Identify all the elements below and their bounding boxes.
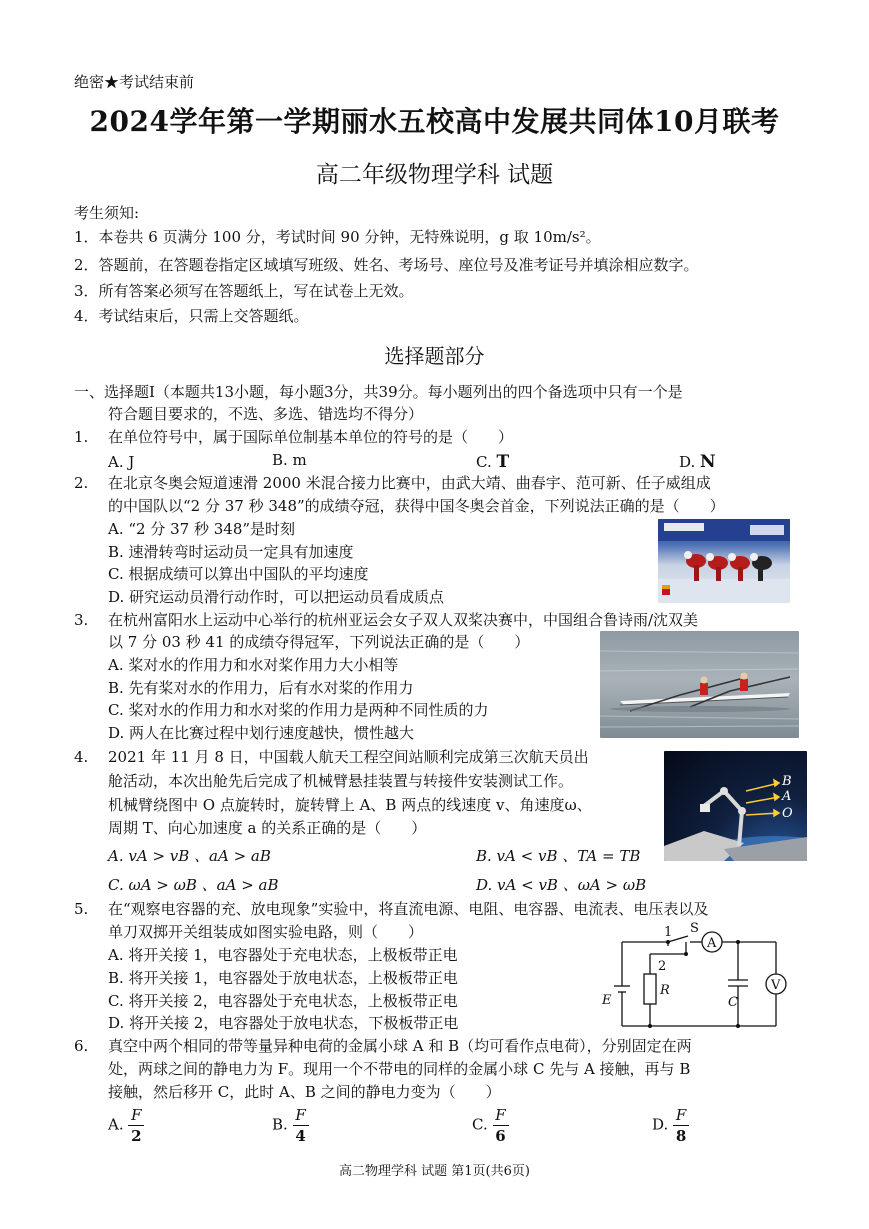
exam-title: 2024学年第一学期丽水五校高中发展共同体10月联考 bbox=[89, 105, 780, 138]
option-a: A. 桨对水的作用力和水对桨作用力大小相等 bbox=[108, 656, 399, 674]
option-d bbox=[679, 452, 716, 472]
voltmeter-label: V bbox=[771, 978, 781, 993]
option-d: D. vA < vB 、ωA > ωB bbox=[476, 876, 647, 894]
speed-skating-photo bbox=[658, 519, 790, 603]
denominator: 6 bbox=[495, 1127, 506, 1145]
option-c bbox=[476, 452, 509, 472]
question-stem: 在杭州富阳水上运动中心举行的杭州亚运会女子双人双桨决赛中，中国组合鲁诗雨/沈双美 bbox=[108, 611, 699, 629]
question-stem: 机械臂绕图中 O 点旋转时，旋转臂上 A、B 两点的线速度 v、角速度ω、 bbox=[108, 796, 592, 814]
option-d: D. 将开关接 2，电容器处于放电状态，下极板带正电 bbox=[108, 1014, 459, 1032]
rowing-photo bbox=[600, 631, 799, 738]
confidential-label: 绝密★考试结束前 bbox=[74, 73, 195, 91]
numerator: F bbox=[675, 1106, 687, 1124]
question-stem: 在北京冬奥会短道速滑 2000 米混合接力比赛中，由武大靖、曲春宇、范可新、任子威组成 bbox=[108, 474, 711, 492]
option-label: C. bbox=[472, 1115, 488, 1134]
denominator: 8 bbox=[675, 1127, 687, 1145]
question-stem: 在“观察电容器的充、放电现象”实验中，将直流电源、电阻、电容器、电流表、电压表以及 bbox=[108, 900, 709, 918]
option-b: B. m bbox=[272, 451, 307, 469]
numerator: F bbox=[495, 1106, 506, 1124]
question-number: 5. bbox=[74, 900, 89, 918]
question-stem: 处，两球之间的静电力为 F。现用一个不带电的同样的金属小球 C 先与 A 接触，再与 B bbox=[108, 1060, 691, 1078]
fraction bbox=[128, 1106, 144, 1145]
page-footer: 高二物理学科 试题 第1页(共6页) bbox=[339, 1164, 530, 1179]
circuit-diagram bbox=[598, 918, 803, 1034]
question-number: 6. bbox=[74, 1037, 89, 1055]
fraction bbox=[673, 1106, 689, 1145]
notice-heading: 考生须知: bbox=[74, 204, 140, 222]
option-label: D. bbox=[652, 1115, 669, 1134]
question-number: 3. bbox=[74, 611, 89, 629]
label-a: A bbox=[782, 789, 792, 804]
option-b: B. vA < vB 、TA = TB bbox=[476, 847, 641, 865]
question-stem: 以 7 分 03 秒 41 的成绩夺得冠军，下列说法正确的是（ ） bbox=[108, 633, 530, 651]
notice-item: 3．所有答案必须写在答题纸上，写在试卷上无效。 bbox=[74, 282, 414, 300]
option-b: B. 先有桨对水的作用力，后有水对桨的作用力 bbox=[108, 679, 414, 697]
exam-subtitle: 高二年级物理学科 试题 bbox=[315, 162, 554, 188]
denominator: 2 bbox=[131, 1127, 142, 1145]
question-stem: 真空中两个相同的带等量异种电荷的金属小球 A 和 B（均可看作点电荷），分别固定在两 bbox=[108, 1037, 692, 1055]
numerator: F bbox=[131, 1106, 142, 1124]
option-label: B. bbox=[272, 1115, 288, 1134]
option-value: N bbox=[700, 452, 716, 472]
terminal-2-label: 2 bbox=[658, 959, 667, 974]
question-stem: 单刀双掷开关组装成如图实验电路，则（ ） bbox=[108, 923, 424, 941]
option-d: D. 两人在比赛过程中划行速度越快，惯性越大 bbox=[108, 724, 415, 742]
option-value: T bbox=[496, 452, 510, 472]
option-label: C. bbox=[476, 453, 492, 471]
fraction bbox=[493, 1106, 509, 1145]
question-number: 1. bbox=[74, 428, 89, 446]
option-label: D. bbox=[679, 453, 696, 471]
option-a: A. 将开关接 1，电容器处于充电状态，上极板带正电 bbox=[108, 946, 458, 964]
space-station-photo bbox=[664, 751, 807, 861]
question-stem: 2021 年 11 月 8 日，中国载人航天工程空间站顺利完成第三次航天员出 bbox=[108, 748, 589, 766]
question-number: 2. bbox=[74, 474, 89, 492]
option-c: C. 将开关接 2，电容器处于充电状态，上极板带正电 bbox=[108, 992, 458, 1010]
notice-item: 1．本卷共 6 页满分 100 分，考试时间 90 分钟，无特殊说明，g 取 10m/s²。 bbox=[74, 228, 601, 246]
option-a bbox=[108, 1106, 144, 1145]
option-a: A. J bbox=[108, 453, 135, 471]
switch-label: S bbox=[690, 921, 699, 936]
numerator: F bbox=[295, 1106, 306, 1124]
denominator: 4 bbox=[295, 1127, 306, 1145]
option-b: B. 将开关接 1，电容器处于放电状态，上极板带正电 bbox=[108, 969, 458, 987]
question-stem: 接触，然后移开 C，此时 A、B 之间的静电力变为（ ） bbox=[108, 1083, 501, 1101]
option-a: A. vA > vB 、aA > aB bbox=[108, 847, 271, 865]
option-label: A. bbox=[108, 1115, 124, 1134]
option-a: A. “2 分 37 秒 348”是时刻 bbox=[108, 520, 296, 538]
option-c: C. 根据成绩可以算出中国队的平均速度 bbox=[108, 565, 369, 583]
ammeter-label: A bbox=[707, 936, 717, 951]
option-c bbox=[472, 1106, 509, 1145]
question-number: 4. bbox=[74, 748, 89, 766]
notice-item: 4．考试结束后，只需上交答题纸。 bbox=[74, 307, 309, 325]
option-d bbox=[652, 1106, 689, 1145]
section-intro: 符合题目要求的，不选、多选、错选均不得分） bbox=[108, 405, 424, 423]
option-b: B. 速滑转弯时运动员一定具有加速度 bbox=[108, 543, 354, 561]
terminal-1-label: 1 bbox=[664, 925, 673, 940]
option-b bbox=[272, 1106, 309, 1145]
question-stem: 舱活动，本次出舱先后完成了机械臂悬挂装置与转接件安装测试工作。 bbox=[108, 772, 574, 790]
source-label: E bbox=[602, 993, 612, 1008]
section-title: 选择题部分 bbox=[384, 344, 485, 368]
fraction bbox=[293, 1106, 309, 1145]
question-stem: 周期 T、向心加速度 a 的关系正确的是（ ） bbox=[108, 819, 427, 837]
section-intro: 一、选择题I（本题共13小题，每小题3分，共39分。每小题列出的四个备选项中只有一个是 bbox=[74, 383, 683, 401]
label-o: O bbox=[782, 806, 793, 821]
question-stem: 在单位符号中，属于国际单位制基本单位的符号的是（ ） bbox=[108, 428, 514, 446]
notice-item: 2．答题前，在答题卷指定区域填写班级、姓名、考场号、座位号及准考证号并填涂相应数字。 bbox=[74, 256, 699, 274]
option-c: C. ωA > ωB 、aA > aB bbox=[108, 876, 279, 894]
question-stem: 的中国队以“2 分 37 秒 348”的成绩夺冠，获得中国冬奥会首金，下列说法正确的是（ ） bbox=[108, 497, 725, 515]
label-b: B bbox=[782, 774, 792, 789]
option-c: C. 桨对水的作用力和水对桨的作用力是两种不同性质的力 bbox=[108, 701, 489, 719]
resistor-label: R bbox=[660, 983, 670, 998]
capacitor-label: C bbox=[728, 995, 738, 1010]
option-d: D. 研究运动员滑行动作时，可以把运动员看成质点 bbox=[108, 588, 445, 606]
